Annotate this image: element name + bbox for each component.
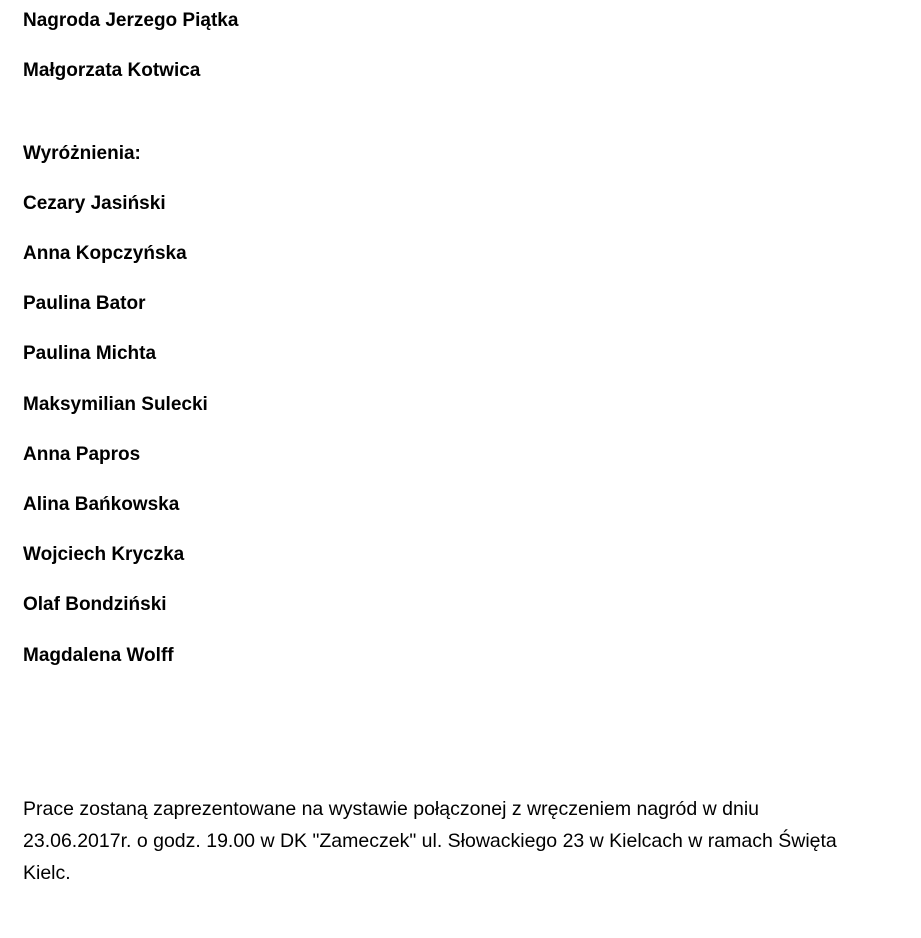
- distinction-name: Anna Papros: [23, 444, 141, 465]
- distinction-name: Olaf Bondziński: [23, 594, 167, 615]
- distinctions-heading: Wyróżnienia:: [23, 143, 141, 164]
- distinction-name: Paulina Michta: [23, 343, 157, 364]
- announcement-paragraph: Prace zostaną zaprezentowane na wystawie połączonej z wręczeniem nagród w dniu 23.06.2017r. o godz. 19.00 w DK "Zameczek" ul. Słowackiego 23 w Kielcach w ramach Święta Kielc.: [23, 798, 837, 884]
- distinction-name: Anna Kopczyńska: [23, 243, 187, 264]
- distinction-name: Cezary Jasiński: [23, 193, 166, 214]
- distinction-name: Magdalena Wolff: [23, 645, 174, 666]
- distinction-name: Wojciech Kryczka: [23, 544, 185, 565]
- award-winner: Małgorzata Kotwica: [23, 60, 201, 81]
- distinction-name: Maksymilian Sulecki: [23, 394, 208, 415]
- award-title: Nagroda Jerzego Piątka: [23, 10, 239, 31]
- distinction-name: Paulina Bator: [23, 293, 146, 314]
- distinction-name: Alina Bańkowska: [23, 494, 180, 515]
